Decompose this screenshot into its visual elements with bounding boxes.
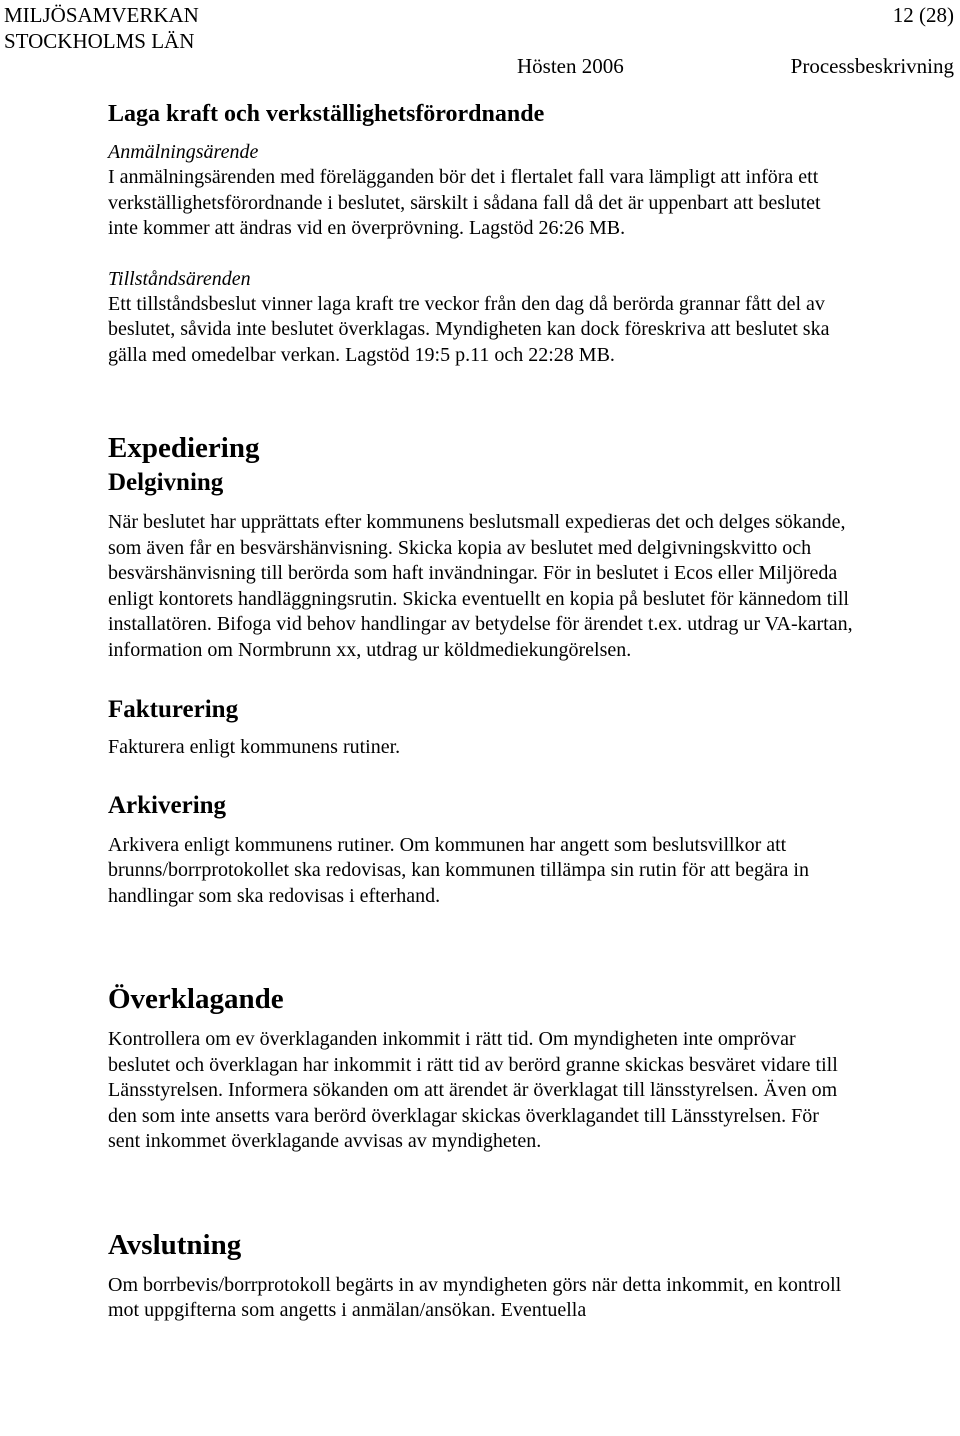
- section-avslutning: [108, 1227, 853, 1324]
- heading-fakturering: Fakturering: [108, 696, 239, 723]
- paragraph-fakturering: Fakturera enligt kommunens rutiner.: [108, 736, 401, 758]
- org-name-line1: MILJÖSAMVERKAN: [4, 3, 199, 27]
- section-laga-kraft: [108, 100, 853, 368]
- paragraph-delgivning: När beslutet har upprättats efter kommunens beslutsmall expedieras det och delges sökande, som även får en besvärshänvisning. Skicka kopia av beslutet med delgivningskvitto och besvärshänvisning till berörda som haft invändningar. För in beslutet i Ecos eller Miljöreda enligt kontorets handläggningsrutin. Skicka eventuellt en kopia på beslutet för kännedom till installatören. Bifoga vid behov handlingar av betydelse för ärendet t.ex. utdrag ur VA-kartan, information om Normbrunn xx, utdrag ur köldmediekungörelsen.: [108, 511, 853, 661]
- paragraph-arkivering: Arkivera enligt kommunens rutiner. Om kommunen har angett som beslutsvillkor att brunns/borrprotokollet ska redovisas, kan kommunen tillämpa sin rutin för att begära in handlingar som ska redovisas i efterhand.: [108, 833, 809, 907]
- paragraph-avslutning: Om borrbevis/borrprotokoll begärts in av myndigheten görs när detta inkommit, en kontroll mot uppgifterna som angetts i anmälan/ansökan. Eventuella: [108, 1273, 842, 1321]
- page-number: 12 (28): [892, 3, 954, 27]
- heading-overklagande: Överklagande: [108, 983, 284, 1015]
- paragraph-tillstand: Ett tillståndsbeslut vinner laga kraft tre veckor från den dag då berörda grannar fått del av beslutet, såvida inte beslutet överklagas. Myndigheten kan dock föreskriva att beslutet ska gälla med omedelbar verkan. Lagstöd 19:5 p.11 och 22:28 MB.: [108, 292, 830, 366]
- doc-type-label: Processbeskrivning: [790, 54, 954, 78]
- term-label: Hösten 2006: [517, 54, 624, 78]
- heading-expediering: Expediering: [108, 432, 260, 464]
- document-body: [108, 100, 853, 1324]
- section-expediering: [108, 430, 853, 909]
- subheading-anmalan: Anmälningsärende: [108, 141, 259, 163]
- paragraph-anmalan: I anmälningsärenden med förelägganden bör det i flertalet fall vara lämpligt att införa ett verkställighetsförordnande i beslutet, särskilt i sådana fall då det är uppenbart att beslutet inte kommer att ändras vid en överprövning. Lagstöd 26:26 MB.: [108, 166, 821, 239]
- heading-avslutning: Avslutning: [108, 1228, 242, 1261]
- section-overklagande: [108, 981, 853, 1155]
- heading-laga-kraft: Laga kraft och verkställighetsförordnande: [108, 101, 545, 127]
- heading-arkivering: Arkivering: [108, 791, 227, 819]
- paragraph-overklagande: Kontrollera om ev överklaganden inkommit i rätt tid. Om myndigheten inte omprövar beslutet och överklagan har inkommit i rätt tid av berörd granne skickas besväret vidare till Länsstyrelsen. Informera sökanden om att ärendet är överklagat till länsstyrelsen. Även om den som inte ansetts vara berörd överklagar skickas överklagandet till Länsstyrelsen. För sent inkommet överklagande avvisas av myndigheten.: [108, 1028, 838, 1152]
- org-name-line2: STOCKHOLMS LÄN: [4, 29, 195, 53]
- heading-delgivning: Delgivning: [108, 469, 224, 496]
- subheading-tillstand: Tillståndsärenden: [108, 267, 251, 290]
